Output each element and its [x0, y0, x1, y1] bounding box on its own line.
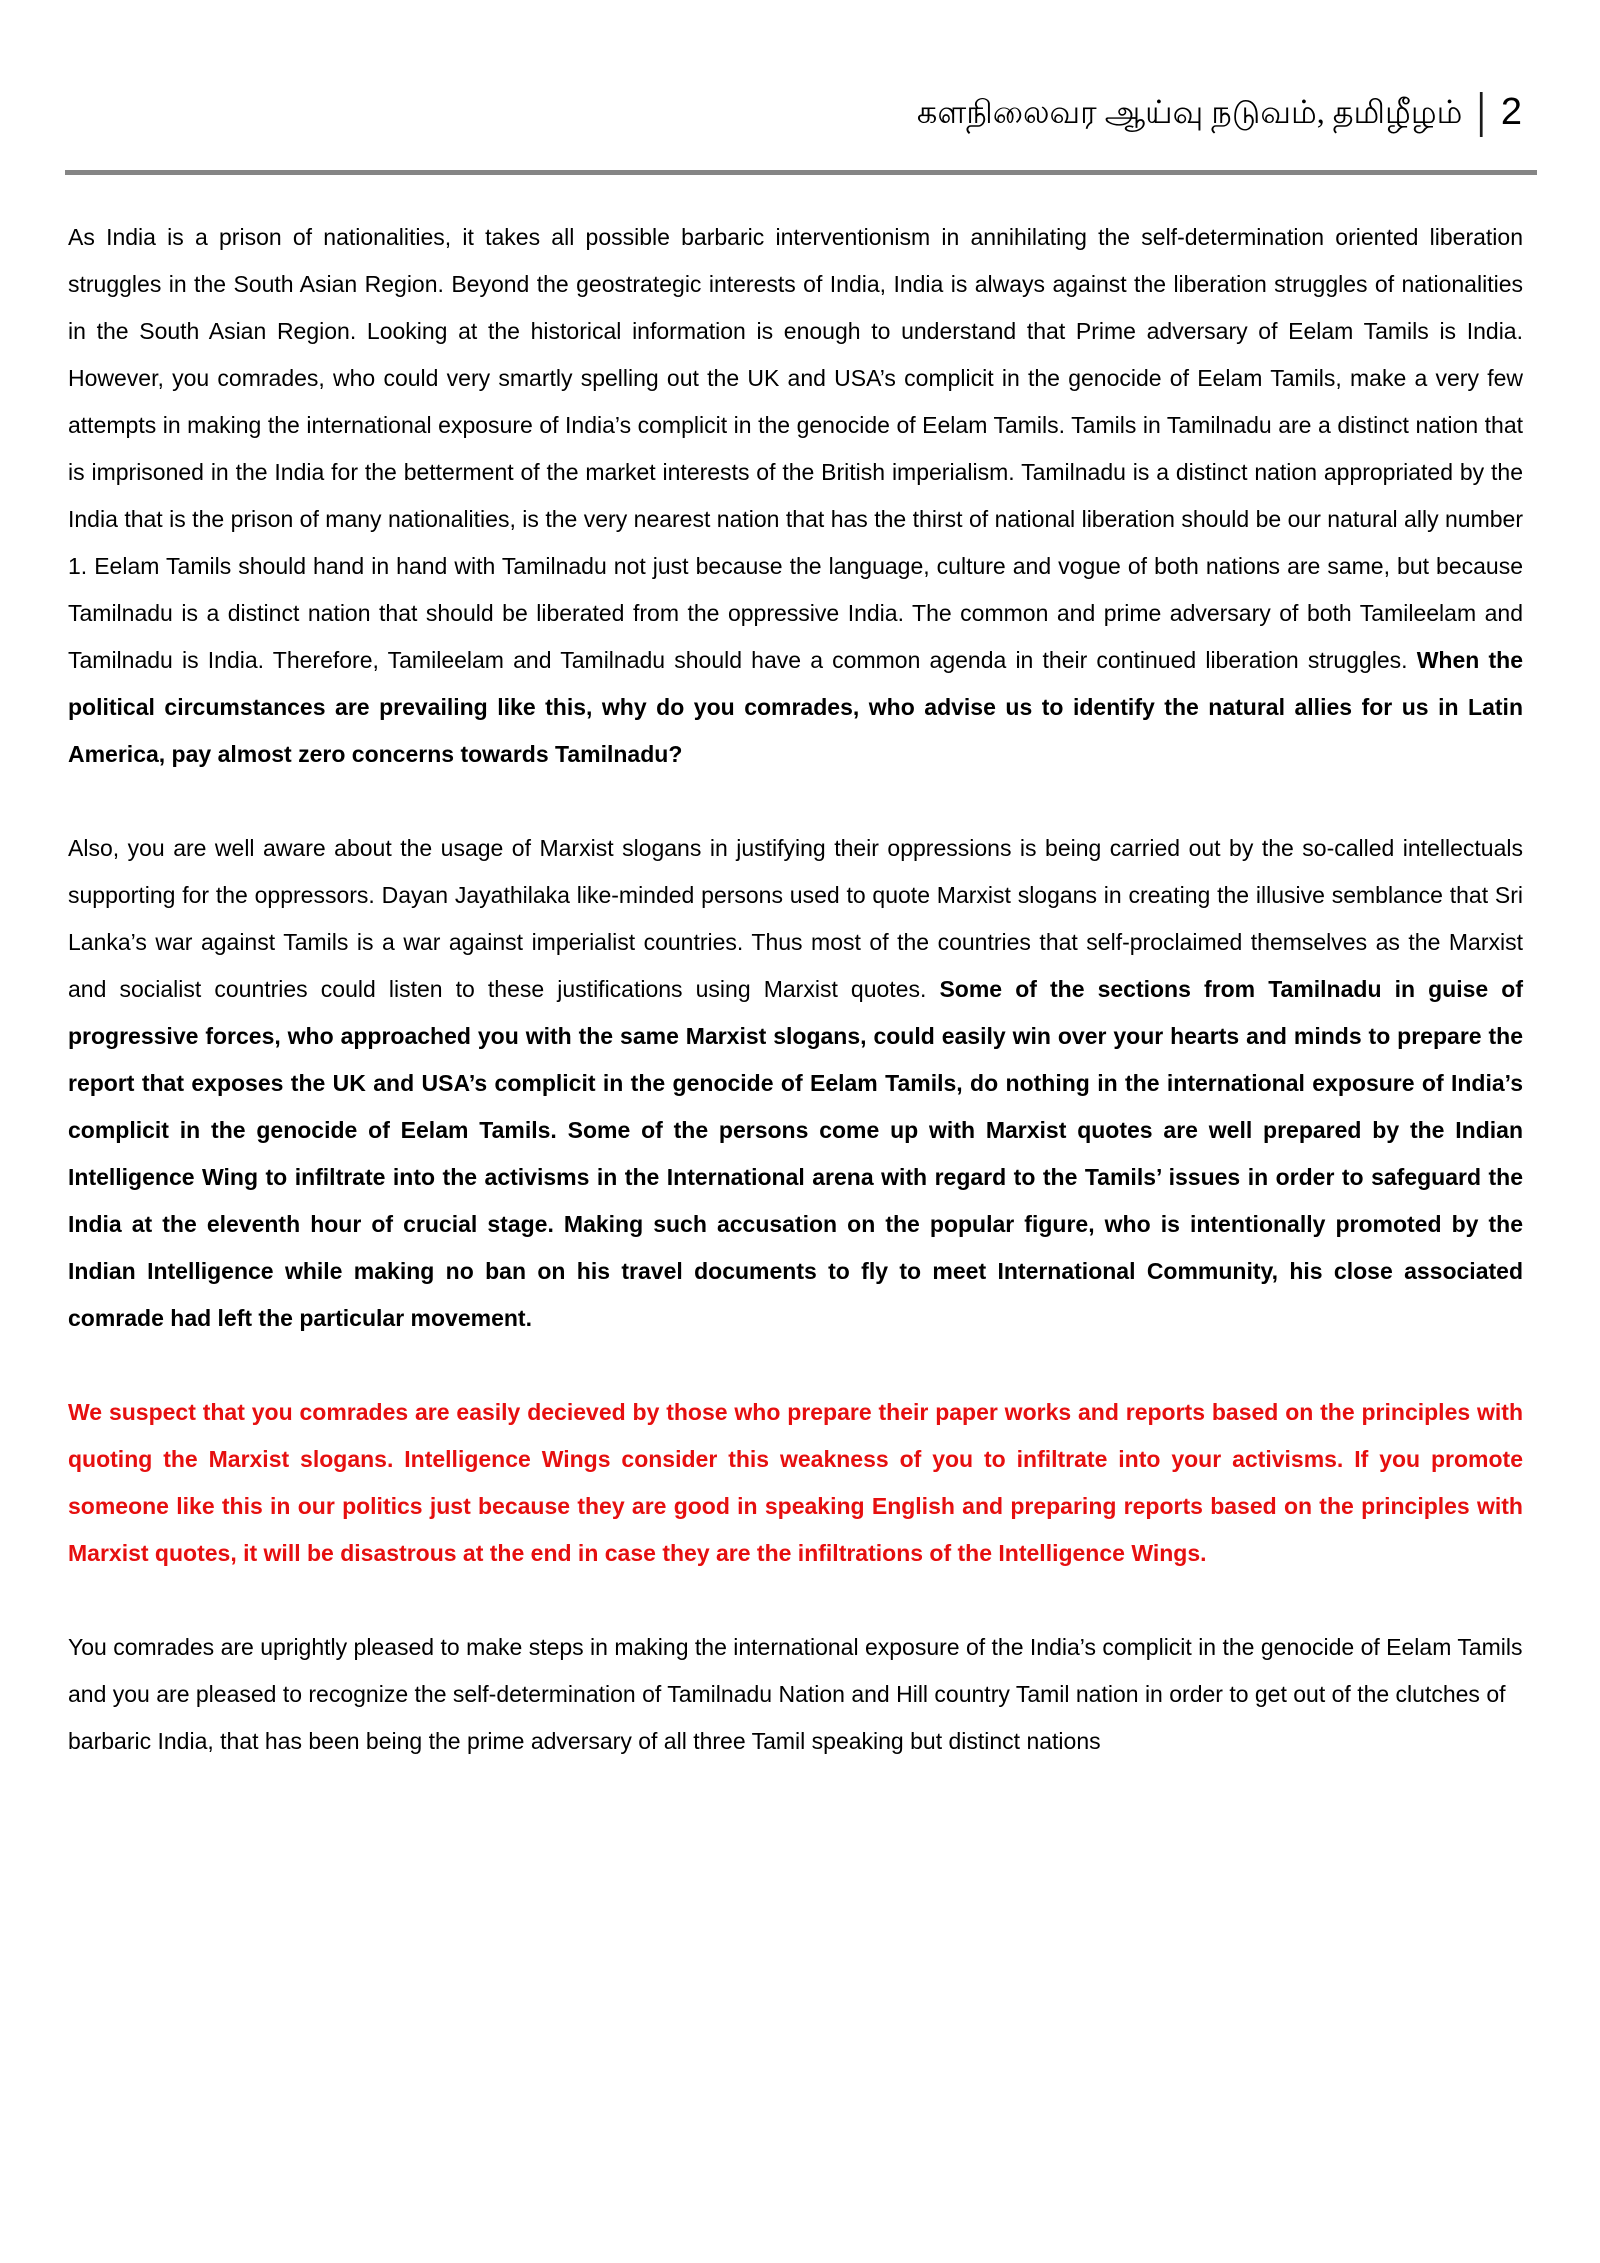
- paragraph-3-warning-text: We suspect that you comrades are easily decieved by those who prepare their paper works and reports based on the principles with quoting the Marxist slogans. Intelligence Wings consider this weakness of you to infiltrate into your activisms. If you promote someone like this in our politics just because they are good in speaking English and preparing reports based on the principles with Marxist quotes, it will be disastrous at the end in case they are the infiltrations of the Intelligence Wings.: [68, 1399, 1523, 1566]
- paragraph-4-text: You comrades are uprightly pleased to make steps in making the international exposure of the India’s complicit in the genocide of Eelam Tamils and you are pleased to recognize the self-determination of Tamilnadu Nation and Hill country Tamil nation in order to get out of the clutches of barbaric India, that has been being the prime adversary of all three Tamil speaking but distinct nations: [68, 1634, 1523, 1754]
- paragraph-1-text: As India is a prison of nationalities, it takes all possible barbaric interventionism in annihilating the self-determination oriented liberation struggles in the South Asian Region. Beyond the geostrategic interests of India, India is always against the liberation struggles of nationalities in the South Asian Region. Looking at the historical information is enough to understand that Prime adversary of Eelam Tamils is India. However, you comrades, who could very smartly spelling out the UK and USA’s complicit in the genocide of Eelam Tamils, make a very few attempts in making the international exposure of India’s complicit in the genocide of Eelam Tamils. Tamils in Tamilnadu are a distinct nation that is imprisoned in the India for the betterment of the market interests of the British imperialism. Tamilnadu is a distinct nation appropriated by the India that is the prison of many nationalities, is the very nearest nation that has the thirst of national liberation should be our natural ally number 1. Eelam Tamils should hand in hand with Tamilnadu not just because the language, culture and vogue of both nations are same, but because Tamilnadu is a distinct nation that should be liberated from the oppressive India. The common and prime adversary of both Tamileelam and Tamilnadu is India. Therefore, Tamileelam and Tamilnadu should have a common agenda in their continued liberation struggles.: [68, 224, 1523, 673]
- page-number-separator: |: [1477, 85, 1486, 138]
- page-header: [916, 85, 1522, 138]
- paragraph-1: [68, 214, 1523, 778]
- header-rule: [65, 170, 1537, 175]
- page-number: 2: [1500, 91, 1522, 133]
- paragraph-2-text: Also, you are well aware about the usage of Marxist slogans in justifying their oppressions is being carried out by the so-called intellectuals supporting for the oppressors. Dayan Jayathilaka like-minded persons used to quote Marxist slogans in creating the illusive semblance that Sri Lanka’s war against Tamils is a war against imperialist countries. Thus most of the countries that self-proclaimed themselves as the Marxist and socialist countries could listen to these justifications using Marxist quotes.: [68, 835, 1523, 1002]
- paragraph-1-emphasis: When the political circumstances are prevailing like this, why do you comrades, who advise us to identify the natural allies for us in Latin America, pay almost zero concerns towards Tamilnadu?: [68, 647, 1523, 767]
- paragraph-2-emphasis: Some of the sections from Tamilnadu in guise of progressive forces, who approached you with the same Marxist slogans, could easily win over your hearts and minds to prepare the report that exposes the UK and USA’s complicit in the genocide of Eelam Tamils, do nothing in the international exposure of India’s complicit in the genocide of Eelam Tamils. Some of the persons come up with Marxist quotes are well prepared by the Indian Intelligence Wing to infiltrate into the activisms in the International arena with regard to the Tamils’ issues in order to safeguard the India at the eleventh hour of crucial stage. Making such accusation on the popular figure, who is intentionally promoted by the Indian Intelligence while making no ban on his travel documents to fly to meet International Community, his close associated comrade had left the particular movement.: [68, 976, 1523, 1331]
- paragraph-4: [68, 1624, 1523, 1765]
- document-body: [68, 214, 1523, 1812]
- paragraph-3-warning: [68, 1389, 1523, 1577]
- paragraph-2: [68, 825, 1523, 1342]
- header-title: களநிலைவர ஆய்வு நடுவம், தமிழீழம்: [916, 93, 1463, 130]
